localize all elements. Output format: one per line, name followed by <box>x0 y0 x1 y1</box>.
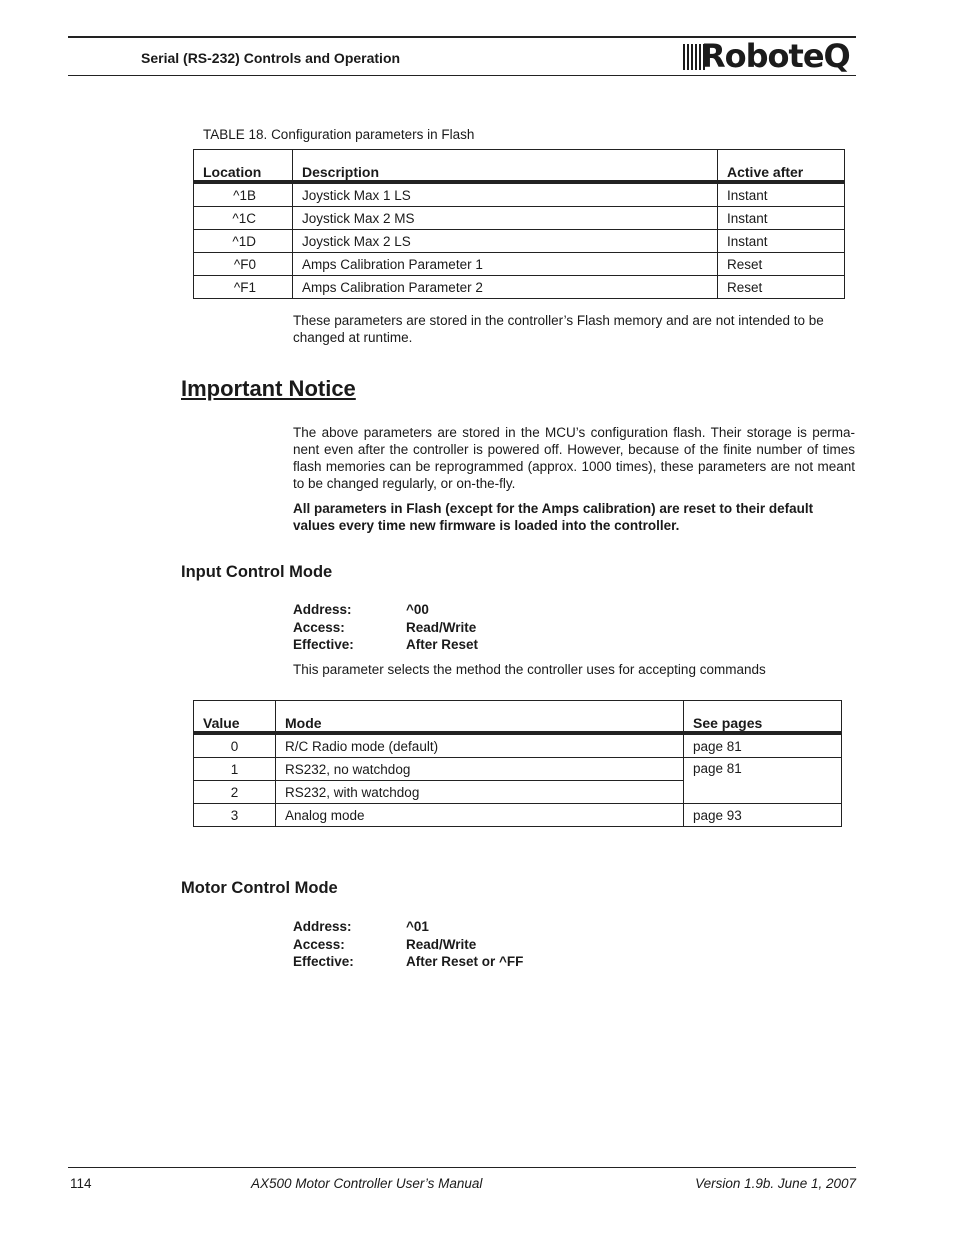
important-notice-warning: All parameters in Flash (except for the Amps calibration) are reset to their default values every time new firmware is loaded into the controller. <box>293 501 814 533</box>
input-mode-table <box>193 700 842 827</box>
property-label: Address: <box>293 919 352 934</box>
cell-mode: R/C Radio mode (default) <box>276 733 684 758</box>
cell-see-pages: page 81 <box>684 758 842 804</box>
header-rule-bottom <box>68 75 856 76</box>
motor-control-mode-heading: Motor Control Mode <box>181 879 338 897</box>
table-row <box>194 804 842 827</box>
important-notice-heading: Important Notice <box>181 376 356 401</box>
page-number: 114 <box>70 1176 92 1191</box>
cell-see-pages: page 93 <box>684 804 842 827</box>
cell-mode: RS232, no watchdog <box>276 758 684 781</box>
important-notice-body: The above parameters are stored in the MCU’s configuration flash. Their storage is perma-nent even after the controller is powered off. However, because of the finite number of times flash memories can be reprogrammed (approx. 1000 times), these parameters are not meant to be changed regularly, or on-the-fly. <box>293 425 855 491</box>
input-control-properties <box>293 601 478 654</box>
property-row-effective <box>293 953 523 971</box>
cell-location: ^1C <box>194 207 293 230</box>
cell-description: Joystick Max 2 LS <box>293 230 718 253</box>
cell-location: ^1B <box>194 182 293 207</box>
roboteq-logo <box>683 37 859 75</box>
cell-value: 0 <box>194 733 276 758</box>
property-row-effective <box>293 636 478 654</box>
logo-wordmark: RoboteQ <box>701 37 850 75</box>
property-value: ^00 <box>406 602 429 617</box>
table-row <box>194 253 845 276</box>
property-value: After Reset <box>406 637 479 652</box>
column-header-see-pages: See pages <box>684 701 842 734</box>
table-row <box>194 182 845 207</box>
running-header-title: Serial (RS-232) Controls and Operation <box>141 50 401 66</box>
cell-mode: Analog mode <box>276 804 684 827</box>
cell-see-pages: page 81 <box>684 733 842 758</box>
cell-active-after: Instant <box>718 182 845 207</box>
cell-mode: RS232, with watchdog <box>276 781 684 804</box>
column-header-mode: Mode <box>276 701 684 734</box>
cell-active-after: Instant <box>718 230 845 253</box>
cell-location: ^F1 <box>194 276 293 299</box>
property-row-address <box>293 601 478 619</box>
input-control-mode-heading: Input Control Mode <box>181 563 333 581</box>
property-value: Read/Write <box>406 936 477 952</box>
property-row-access <box>293 936 523 954</box>
table-caption <box>203 127 474 142</box>
footer-manual-title: AX500 Motor Controller User’s Manual <box>251 1176 483 1191</box>
cell-description: Amps Calibration Parameter 2 <box>293 276 718 299</box>
cell-value: 3 <box>194 804 276 827</box>
cell-location: ^1D <box>194 230 293 253</box>
property-label: Address: <box>293 602 352 617</box>
table-caption-text: Configuration parameters in Flash <box>271 127 475 142</box>
cell-active-after: Reset <box>718 253 845 276</box>
footer-rule <box>68 1167 856 1168</box>
property-row-address <box>293 918 523 936</box>
input-control-description: This parameter selects the method the controller uses for accepting commands <box>293 662 766 677</box>
table-row <box>194 276 845 299</box>
property-label: Effective: <box>293 954 354 969</box>
column-header-location: Location <box>194 150 293 183</box>
cell-value: 1 <box>194 758 276 781</box>
cell-description: Amps Calibration Parameter 1 <box>293 253 718 276</box>
property-label: Access: <box>293 619 345 635</box>
cell-value: 2 <box>194 781 276 804</box>
column-header-description: Description <box>293 150 718 183</box>
table-row <box>194 230 845 253</box>
cell-description: Joystick Max 1 LS <box>293 182 718 207</box>
column-header-value: Value <box>194 701 276 734</box>
property-value: After Reset or ^FF <box>406 954 524 969</box>
column-header-active-after: Active after <box>718 150 845 183</box>
cell-location: ^F0 <box>194 253 293 276</box>
table-header-row <box>194 150 845 183</box>
property-value: ^01 <box>406 919 429 934</box>
table-row <box>194 758 842 781</box>
table-row <box>194 733 842 758</box>
motor-control-properties <box>293 918 523 971</box>
flash-parameters-table <box>193 149 845 299</box>
property-label: Access: <box>293 936 345 952</box>
cell-description: Joystick Max 2 MS <box>293 207 718 230</box>
property-label: Effective: <box>293 637 354 652</box>
property-value: Read/Write <box>406 619 477 635</box>
table-caption-label: TABLE 18. <box>203 127 268 142</box>
property-row-access <box>293 619 478 637</box>
footer-version: Version 1.9b. June 1, 2007 <box>695 1176 856 1191</box>
table-row <box>194 207 845 230</box>
cell-active-after: Instant <box>718 207 845 230</box>
flash-note-paragraph: These parameters are stored in the controller’s Flash memory and are not intended to be changed at runtime. <box>293 313 824 345</box>
cell-active-after: Reset <box>718 276 845 299</box>
table-header-row <box>194 701 842 734</box>
